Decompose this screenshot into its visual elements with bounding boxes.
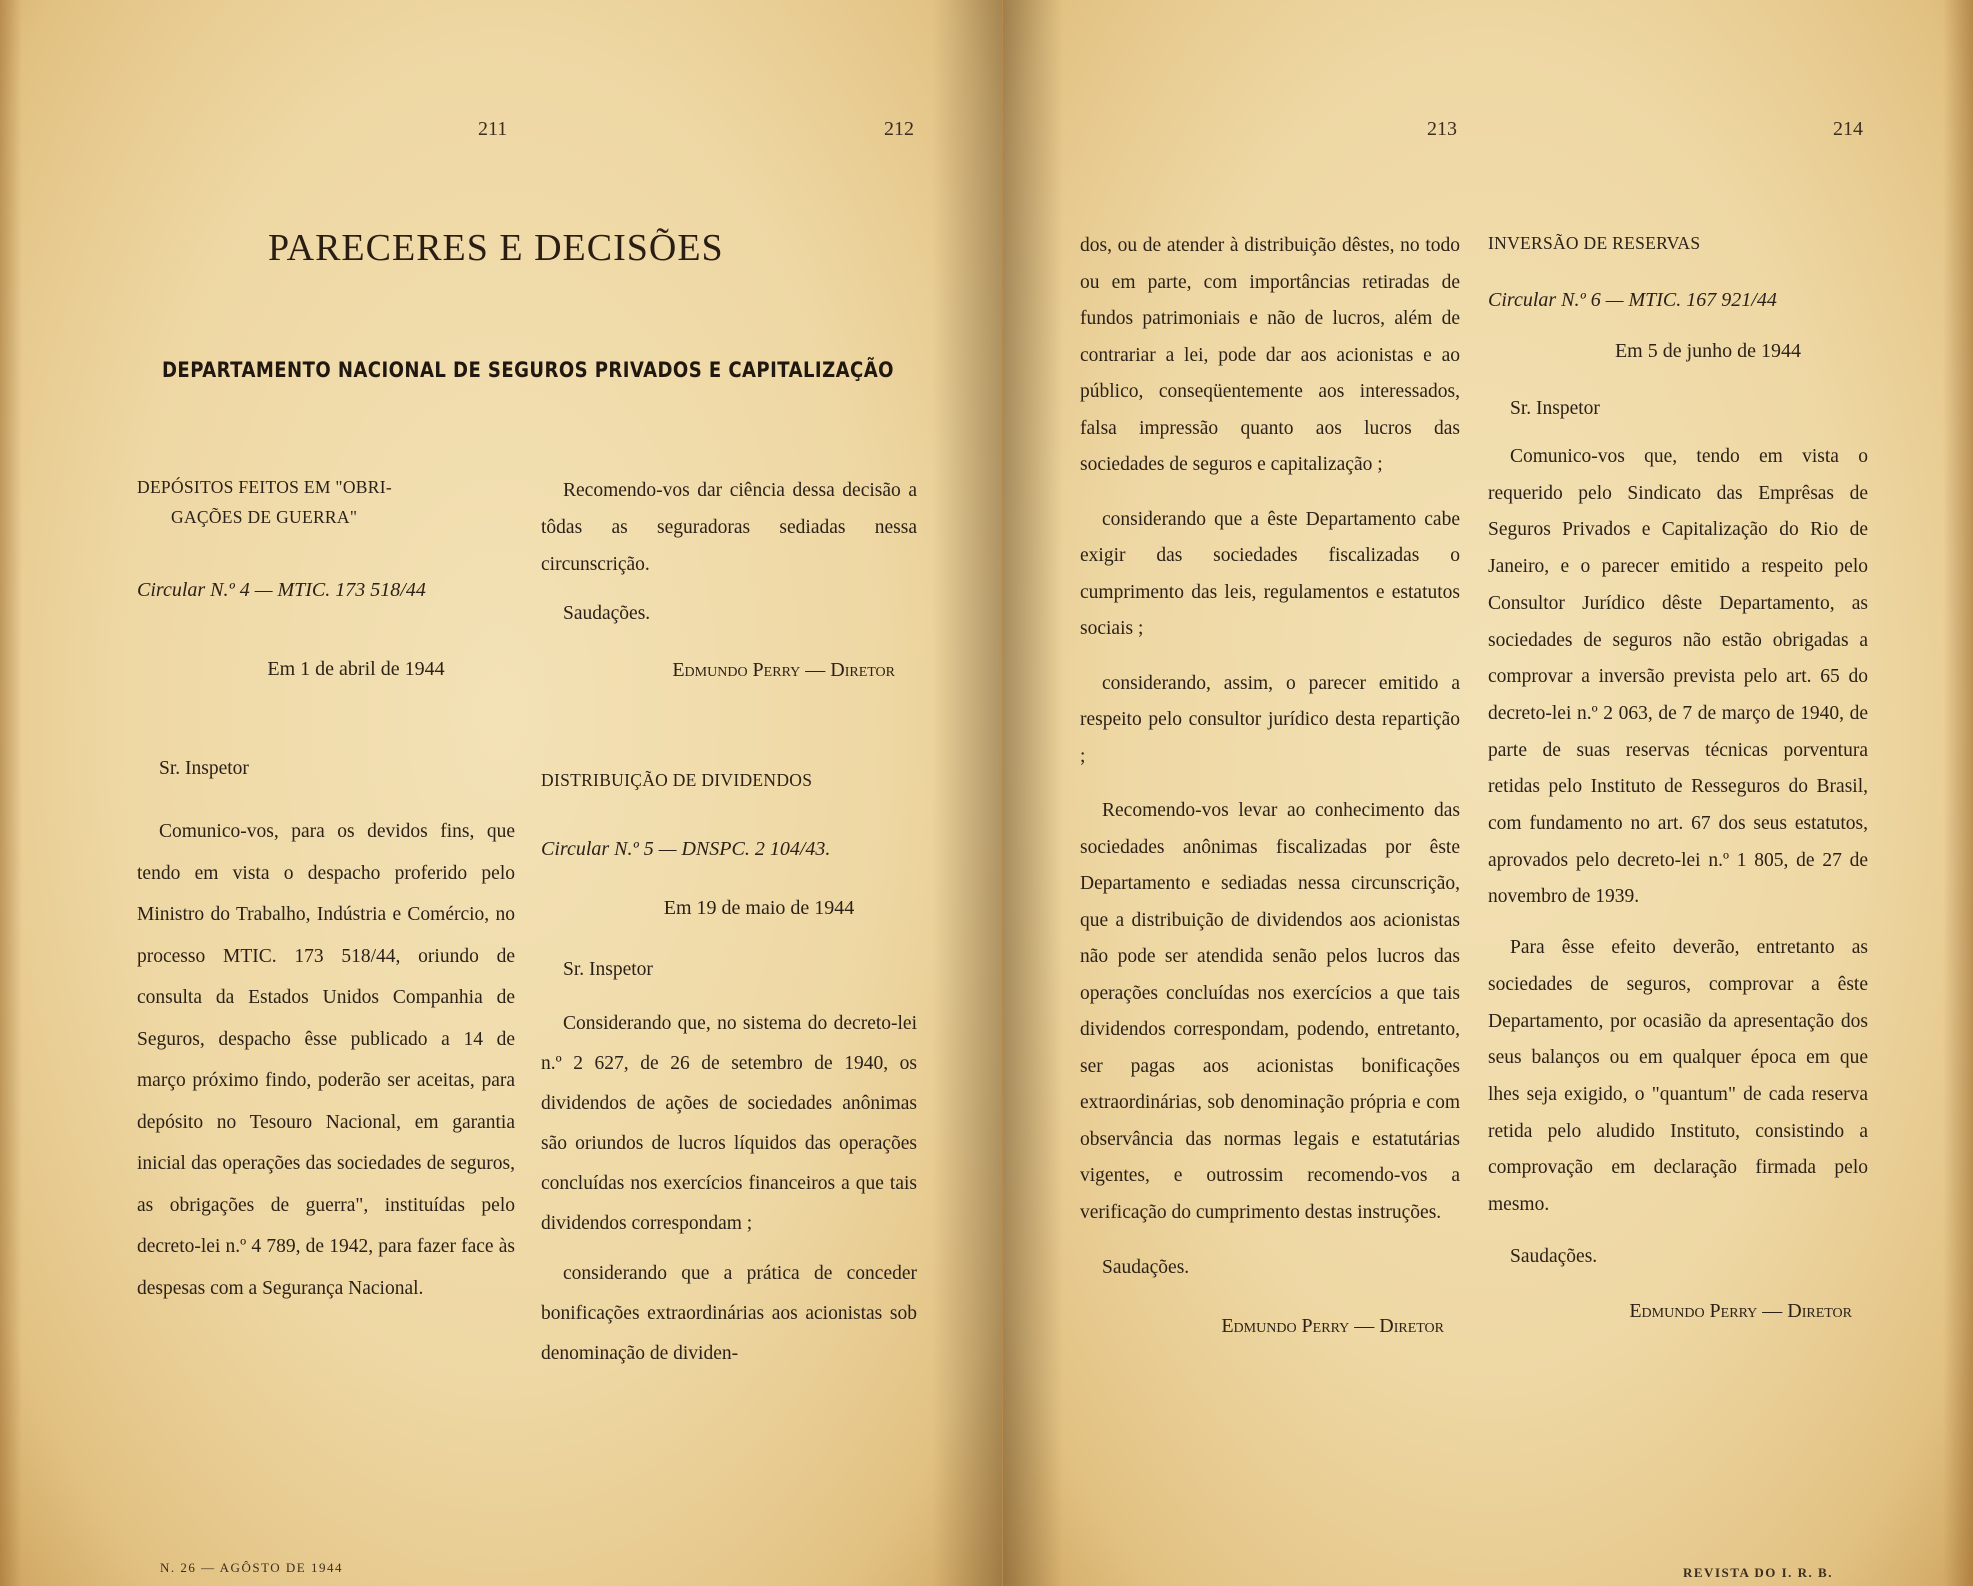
circular-reference: Circular N.º 6 — MTIC. 167 921/44 bbox=[1488, 289, 1777, 311]
body-paragraph: considerando que a êste Departamento cabe exigir das sociedades fiscalizadas o cumprimento das leis, regulamentos e estatutos sociais ; bbox=[1080, 508, 1460, 639]
department-title: DEPARTAMENTO NACIONAL DE SEGUROS PRIVADOS E CAPITALIZAÇÃO bbox=[162, 358, 894, 382]
left-column-2 bbox=[541, 472, 917, 1388]
salutation: Sr. Inspetor bbox=[159, 758, 249, 779]
page-number-211: 211 bbox=[478, 118, 508, 140]
gutter-shadow bbox=[932, 0, 1002, 1586]
issue-footer: N. 26 — AGÔSTO DE 1944 bbox=[160, 1560, 343, 1575]
page-edge-shadow bbox=[0, 0, 22, 1586]
circular-date: Em 5 de junho de 1944 bbox=[1614, 340, 1802, 362]
body-paragraph: dos, ou de atender à distribuição dêstes, no todo ou em parte, com importâncias retiradas de fundos patrimoniais e não de lucros, além de contrariar a lei, pode dar aos acionistas e ao público, conseqüentemente aos interessados, falsa impressão quanto aos lucros das sociedades de seguros e capitalização ; bbox=[1080, 235, 1460, 475]
greeting: Saudações. bbox=[563, 603, 651, 624]
signature: Edmundo Perry — Diretor bbox=[1221, 1315, 1444, 1337]
page-edge-shadow bbox=[1943, 0, 1973, 1586]
circular-date: Em 1 de abril de 1944 bbox=[267, 658, 445, 680]
journal-footer: REVISTA DO I. R. B. bbox=[1683, 1565, 1833, 1580]
circular-reference: Circular N.º 4 — MTIC. 173 518/44 bbox=[137, 579, 426, 601]
page-number-212: 212 bbox=[884, 118, 914, 140]
salutation: Sr. Inspetor bbox=[563, 959, 653, 980]
greeting: Saudações. bbox=[1510, 1245, 1598, 1267]
section-heading: DISTRIBUIÇÃO DE DIVIDENDOS bbox=[541, 770, 813, 790]
page-number-214: 214 bbox=[1833, 118, 1863, 140]
greeting: Saudações. bbox=[1102, 1257, 1190, 1278]
circular-reference: Circular N.º 5 — DNSPC. 2 104/43. bbox=[541, 838, 831, 860]
body-paragraph: Considerando que, no sistema do decreto-lei n.º 2 627, de 26 de setembro de 1940, os dividendos de ações de sociedades anônimas são oriundos de lucros líquidos das operações concluídas nos exercícios financeiros a que tais dividendos correspondam ; bbox=[541, 1013, 917, 1234]
circular-date: Em 19 de maio de 1944 bbox=[663, 897, 855, 919]
signature: Edmundo Perry — Diretor bbox=[672, 659, 895, 681]
section-heading-line1: DEPÓSITOS FEITOS EM "OBRI- bbox=[137, 477, 392, 497]
right-column-2 bbox=[1488, 228, 1868, 1330]
page-number-213: 213 bbox=[1427, 118, 1457, 140]
salutation: Sr. Inspetor bbox=[1510, 398, 1600, 419]
section-heading: INVERSÃO DE RESERVAS bbox=[1488, 233, 1701, 253]
body-paragraph: Comunico-vos que, tendo em vista o requerido pelo Sindicato das Emprêsas de Seguros Privados e Capitalização do Rio de Janeiro, e o parecer emitido a respeito pelo Consultor Jurídico dêste Departamento, as sociedades de seguros não estão obrigadas a comprovar a inversão prevista pelo art. 65 do decreto-lei n.º 2 063, de 7 de março de 1940, de parte de suas reservas técnicas porventura retidas pelo Instituto de Resseguros do Brasil, com fundamento no art. 67 dos seus estatutos, aprovados pelo decreto-lei n.º 1 805, de 27 de novembro de 1939. bbox=[1488, 446, 1868, 908]
body-paragraph: considerando, assim, o parecer emitido a respeito pelo consultor jurídico desta repartição ; bbox=[1080, 672, 1460, 767]
page-title: PARECERES E DECISÕES bbox=[268, 227, 724, 269]
body-paragraph: Para êsse efeito deverão, entretanto as sociedades de seguros, comprovar a êste Departamento, por ocasião da apresentação dos seus balanços ou em qualquer época em que lhes seja exigido, o "quantum" de cada reserva retida pelo aludido Instituto, consistindo a comprovação em declaração firmada pelo mesmo. bbox=[1488, 937, 1868, 1216]
body-paragraph: Comunico-vos, para os devidos fins, que tendo em vista o despacho proferido pelo Ministro do Trabalho, Indústria e Comércio, no processo MTIC. 173 518/44, oriundo de consulta da Estados Unidos Companhia de Seguros, despacho êsse publicado a 14 de março próximo findo, poderão ser aceitas, para depósito no Tesouro Nacional, em garantia inicial das operações das sociedades de seguros, as obrigações de guerra", instituídas pelo decreto-lei n.º 4 789, de 1942, para fazer face às despesas com a Segurança Nacional. bbox=[137, 821, 515, 1299]
body-paragraph: considerando que a prática de conceder bonificações extraordinárias aos acionistas sob denominação de dividen- bbox=[541, 1263, 917, 1364]
section-heading-line2: GAÇÕES DE GUERRA" bbox=[171, 507, 358, 527]
body-paragraph: Recomendo-vos levar ao conhecimento das sociedades anônimas fiscalizadas por êste Departamento e sediadas nessa circunscrição, que a distribuição de dividendos aos acionistas não pode ser atendida senão pelos lucros das operações concluídas nos exercícios a que tais dividendos correspondam, podendo, entretanto, ser pagas aos acionistas bonificações extraordinárias, sob denominação própria e com observância das normas legais e estatutárias vigentes, e outrossim recomendo-vos a verificação do cumprimento destas instruções. bbox=[1080, 800, 1460, 1223]
signature: Edmundo Perry — Diretor bbox=[1629, 1299, 1852, 1322]
right-column-1 bbox=[1080, 228, 1460, 1345]
right-page bbox=[1003, 0, 1973, 1586]
recommendation-paragraph: Recomendo-vos dar ciência dessa decisão a tôdas as seguradoras sediadas nessa circunscrição. bbox=[541, 480, 917, 575]
gutter-shadow bbox=[1003, 0, 1063, 1586]
left-column-1 bbox=[137, 472, 515, 1323]
